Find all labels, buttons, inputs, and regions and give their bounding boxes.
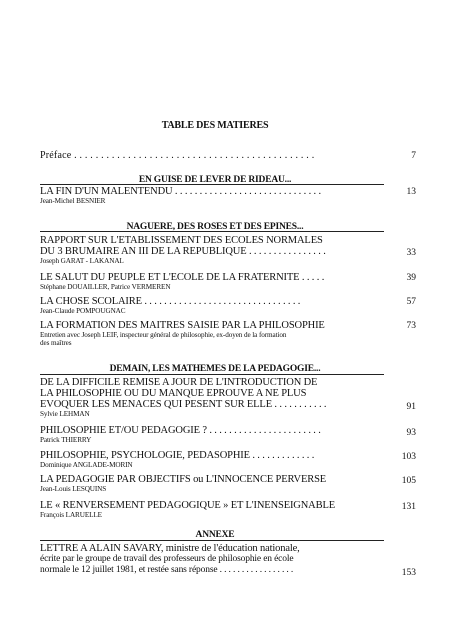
- entry-title-line: LA PHILOSOPHIE OU DU MANQUE EPROUVE A NE PLUS: [40, 388, 307, 399]
- entry-title-line: DE LA DIFFICILE REMISE A JOUR DE L'INTRODUCTION DE: [40, 377, 318, 388]
- entry-title-line: DU 3 BRUMAIRE AN III DE LA REPUBLIQUE . . . . . . . . . . . . . . . .: [40, 246, 326, 257]
- toc-entry: [40, 235, 386, 265]
- entry-title-line: PHILOSOPHIE, PSYCHOLOGIE, PEDASOPHIE . . . . . . . . . . . . .: [40, 450, 315, 461]
- entry-title-line: LE SALUT DU PEUPLE ET L'ECOLE DE LA FRATERNITE . . . . .: [40, 272, 325, 283]
- preface-dots: . . . . . . . . . . . . . . . . . . . . . . . . . . . . . . . . . . . . . . . . . . . . .: [71, 150, 315, 161]
- section-heading: NAGUERE, DES ROSES ET DES EPINES...: [126, 222, 304, 232]
- preface-label: Préface: [40, 150, 72, 161]
- toc-entry: [40, 320, 386, 347]
- entry-author: Jean-Louis LESQUINS: [40, 485, 107, 493]
- preface-page-number: 7: [411, 151, 416, 161]
- toc-entry: [40, 296, 386, 315]
- toc-entry: [40, 543, 386, 576]
- section-divider: [40, 540, 384, 541]
- entry-title-line: RAPPORT SUR L'ETABLISSEMENT DES ECOLES NORMALES: [40, 235, 323, 246]
- entry-author: Jean-Michel BESNIER: [40, 197, 106, 205]
- entry-author: Stéphane DOUAILLER, Patrice VERMEREN: [40, 283, 171, 291]
- preface-entry: [40, 150, 314, 161]
- entry-page-number: 39: [406, 273, 416, 283]
- toc-entry: [40, 500, 386, 519]
- section-heading: EN GUISE DE LEVER DE RIDEAU...: [138, 175, 292, 185]
- entry-title-line: EVOQUER LES MENACES QUI PESENT SUR ELLE . . . . . . . . . . .: [40, 399, 327, 410]
- toc-entry: [40, 377, 386, 418]
- entry-title-line: normale le 12 juillet 1981, et restée sans réponse . . . . . . . . . . . . . . . . .: [40, 565, 294, 575]
- entry-title-line: LA CHOSE SCOLAIRE . . . . . . . . . . . . . . . . . . . . . . . . . . . . . . . .: [40, 296, 301, 307]
- entry-title-line: écrite par le groupe de travail des professeurs de philosophie en école: [40, 554, 294, 564]
- entry-title-line: LETTRE A ALAIN SAVARY, ministre de l'éducation nationale,: [40, 543, 300, 554]
- toc-title: TABLE DES MATIERES: [161, 120, 269, 131]
- entry-page-number: 103: [401, 452, 416, 462]
- entry-author: Sylvie LEHMAN: [40, 410, 90, 418]
- section-divider: [40, 231, 384, 232]
- entry-author: Jean-Claude POMPOUGNAC: [40, 307, 126, 315]
- entry-author: Patrick THIERRY: [40, 436, 92, 444]
- entry-page-number: 33: [406, 248, 416, 258]
- section-divider: [40, 184, 384, 185]
- section-heading: ANNEXE: [195, 530, 235, 540]
- entry-page-number: 91: [406, 402, 416, 412]
- entry-page-number: 131: [401, 502, 416, 512]
- toc-entry: [40, 474, 386, 493]
- entry-page-number: 57: [406, 297, 416, 307]
- entry-title-line: LA PEDAGOGIE PAR OBJECTIFS ou L'INNOCENCE PERVERSE: [40, 474, 327, 485]
- section-heading: DEMAIN, LES MATHEMES DE LA PEDAGOGIE...: [109, 364, 321, 374]
- toc-entry: [40, 272, 386, 291]
- entry-author: François LARUELLE: [40, 511, 102, 519]
- entry-title-line: LA FIN D'UN MALENTENDU . . . . . . . . . . . . . . . . . . . . . . . . . . . . . .: [40, 186, 321, 197]
- entry-author: Entretien avec Joseph LEIF, inspecteur général de philosophie, ex-doyen de la formation: [40, 331, 287, 339]
- entry-author: des maîtres: [40, 339, 72, 347]
- entry-author: Joseph GARAT - LAKANAL: [40, 257, 124, 265]
- entry-page-number: 73: [406, 321, 416, 331]
- entry-title-line: LA FORMATION DES MAITRES SAISIE PAR LA PHILOSOPHIE: [40, 320, 325, 331]
- toc-entry: [40, 425, 386, 444]
- toc-entry: [40, 186, 386, 205]
- entry-title-line: LE « RENVERSEMENT PEDAGOGIQUE » ET L'INENSEIGNABLE: [40, 500, 335, 511]
- section-divider: [40, 374, 384, 375]
- entry-author: Dominique ANGLADE-MORIN: [40, 461, 133, 469]
- entry-page-number: 105: [401, 476, 416, 486]
- toc-entry: [40, 450, 386, 469]
- entry-page-number: 13: [406, 187, 416, 197]
- entry-page-number: 93: [406, 428, 416, 438]
- entry-title-line: PHILOSOPHIE ET/OU PEDAGOGIE ? . . . . . . . . . . . . . . . . . . . . . . .: [40, 425, 321, 436]
- entry-page-number: 153: [401, 568, 416, 578]
